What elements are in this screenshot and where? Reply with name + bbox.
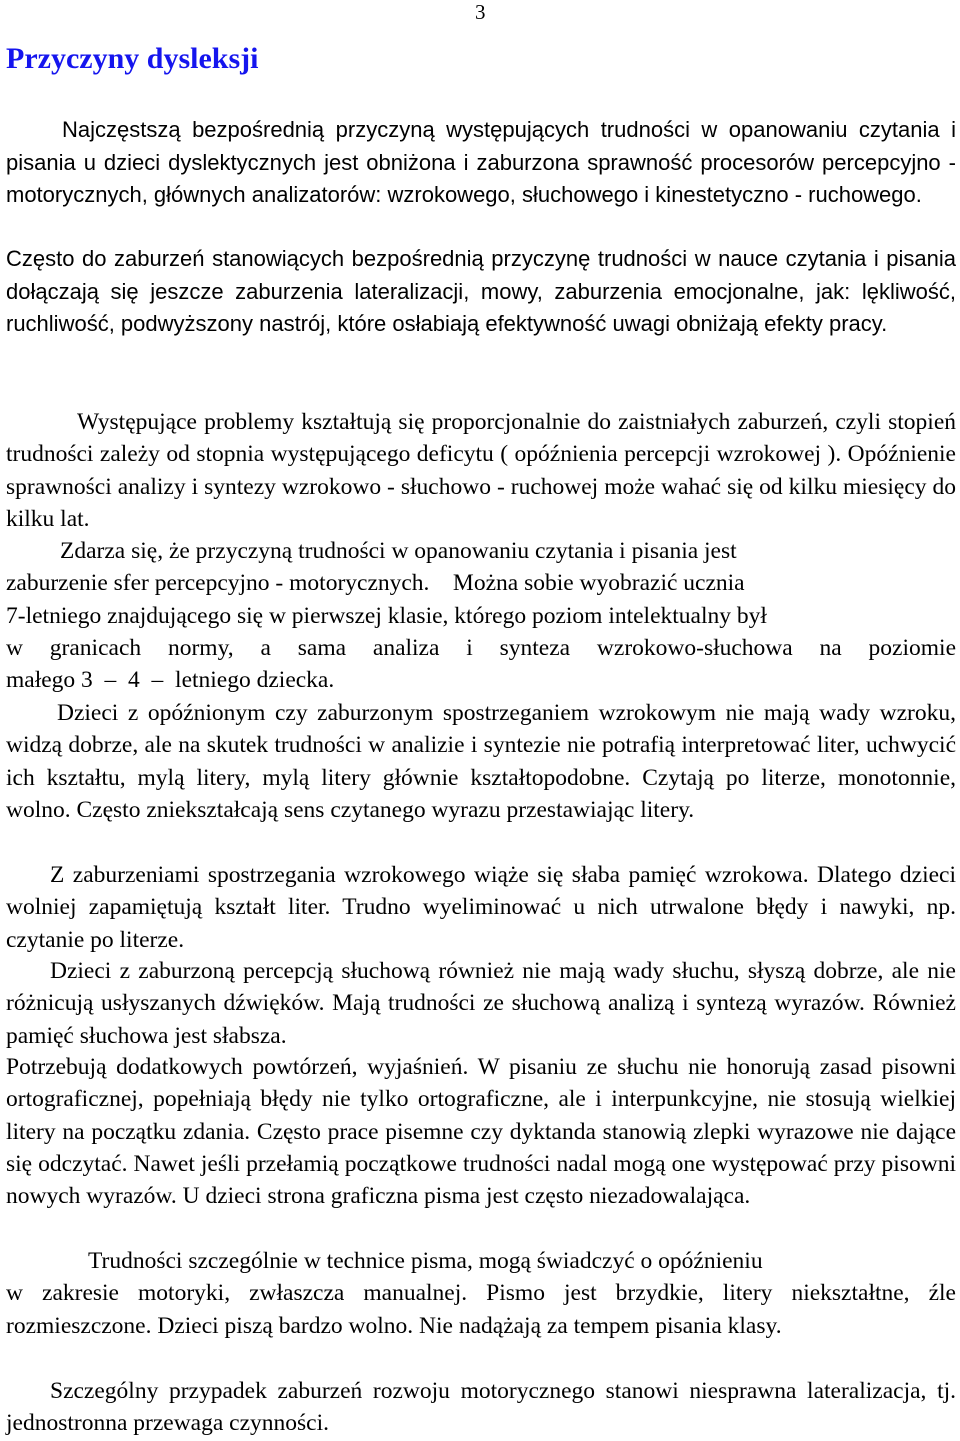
- text-line: 7-letniego znajdującego się w pierwszej klasie, którego poziom intelektualny był: [6, 602, 767, 629]
- paragraph-visual-memory: Z zaburzeniami spostrzegania wzrokowego wiąże się słaba pamięć wzrokowa. Dlatego dzieci wolniej zapamiętują kształt liter. Trudno wyeliminować u nich utrwalone błędy i nawyki, np. czytanie po literze.: [6, 862, 956, 953]
- text-line: Zdarza się, że przyczyną trudności w opanowaniu czytania i pisania jest: [60, 538, 737, 564]
- paragraph-writing-errors: Potrzebują dodatkowych powtórzeń, wyjaśnień. W pisaniu ze słuchu nie honorują zasad pisowni ortograficznej, popełniają błędy nie tylko ortograficzne, ale i interpunkcyjne, nie stosują wielkiej litery na początku zdania. Często prace pisemne czy dyktanda stanowią zlepki wyrazowe nie dające się odczytać. Nawet jeśli przełamią początkowe trudności nadal mogą one występować przy pisowni nowych wyrazów. U dzieci strona graficzna pisma jest często niezadowalająca.: [6, 1054, 956, 1210]
- text-line: małego 3 – 4 – letniego dziecka.: [6, 667, 335, 694]
- text-line: w zakresie motoryki, zwłaszcza manualnej. Pismo jest brzydkie, litery niekształtne, źle rozmieszczone. Dzieci piszą bardzo wolno. Nie nadążają za tempem pisania klasy.: [6, 1280, 956, 1339]
- text-line: w granicach normy, a sama analiza i synteza wzrokowo-słuchowa na poziomie: [6, 634, 956, 661]
- paragraph-causes-intro: Najczęstszą bezpośrednią przyczyną występujących trudności w opanowaniu czytania i pisania u dzieci dyslektycznych jest obniżona i zaburzona sprawność procesorów percepcyjno - motorycznych, głównych analizatorów: wzrokowego, słuchowego i kinestetyczno - ruchowego.: [6, 117, 956, 207]
- paragraph-writing-technique: [6, 1245, 956, 1342]
- paragraph-proportional-problems: Występujące problemy kształtują się proporcjonalnie do zaistniałych zaburzeń, czyli stopień trudności zależy od stopnia występującego deficytu ( opóźnienia percepcji wzrokowej ). Opóźnienie sprawności analizy i syntezy wzrokowo - słuchowo - ruchowej może wahać się od kilku miesięcy do kilku lat.: [6, 409, 956, 532]
- page-number: 3: [475, 0, 486, 24]
- text-line: zaburzenie sfer percepcyjno - motorycznych. Można sobie wyobrazić ucznia: [6, 570, 745, 597]
- page-title: Przyczyny dysleksji: [6, 42, 259, 75]
- paragraph-perceptual-motor: [6, 535, 956, 696]
- paragraph-auditory-perception: Dzieci z zaburzoną percepcją słuchową również nie mają wady słuchu, słyszą dobrze, ale nie różnicują usłyszanych dźwięków. Mają trudności ze słuchową analizą i syntezą wyrazów. Również pamięć słuchowa jest słabsza.: [6, 958, 956, 1049]
- paragraph-lateralization: Szczególny przypadek zaburzeń rozwoju motorycznego stanowi niesprawna lateralizacja, tj. jednostronna przewaga czynności.: [6, 1378, 956, 1437]
- paragraph-visual-perception: Dzieci z opóźnionym czy zaburzonym spostrzeganiem wzrokowym nie mają wady wzroku, widzą dobrze, ale na skutek trudności w analizie i syntezie nie potrafią interpretować liter, uchwycić ich kształtu, mylą litery, mylą litery głównie kształtopodobne. Czytają po literze, monotonnie, wolno. Często zniekształcają sens czytanego wyrazu przestawiając litery.: [6, 700, 956, 823]
- text-line: Trudności szczególnie w technice pisma, mogą świadczyć o opóźnieniu: [88, 1248, 763, 1274]
- paragraph-accompanying-disorders: Często do zaburzeń stanowiących bezpośrednią przyczynę trudności w nauce czytania i pisania dołączają się jeszcze zaburzenia lateralizacji, mowy, zaburzenia emocjonalne, jak: lękliwość, ruchliwość, podwyższony nastrój, które osłabiają efektywność uwagi obniżają efekty pracy.: [6, 246, 956, 336]
